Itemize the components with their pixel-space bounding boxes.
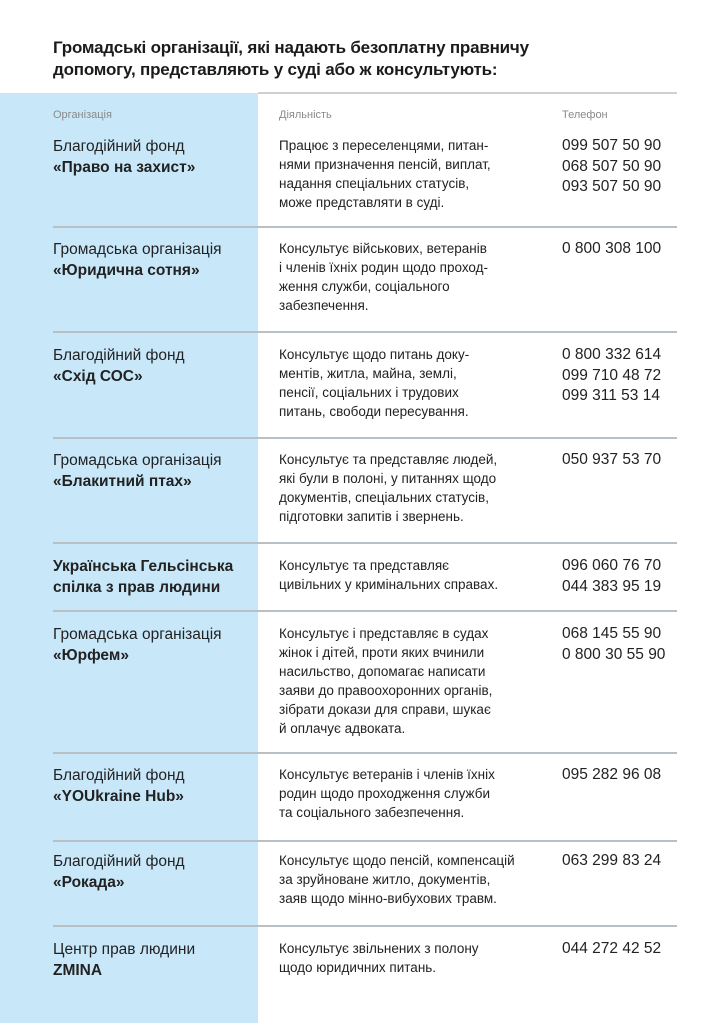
organization-name-line: Українська Гельсінська xyxy=(53,558,234,575)
activity-description xyxy=(279,765,539,822)
organization-type: Благодійний фонд xyxy=(53,767,185,784)
phone-number[interactable]: 050 937 53 70 xyxy=(562,451,662,468)
organization-type: Громадська організація xyxy=(53,626,222,643)
phone-number[interactable]: 093 507 50 90 xyxy=(562,178,662,195)
organization-type: Благодійний фонд xyxy=(53,347,185,364)
organization-type: Благодійний фонд xyxy=(53,138,185,155)
activity-line: та соціального забезпечення. xyxy=(279,805,465,820)
activity-line: надання спеціальних статусів, xyxy=(279,176,470,191)
organization-name xyxy=(53,136,253,178)
title-line-1: Громадські організації, які надають безоплатну правничу xyxy=(53,38,529,57)
activity-line: Консультує звільнених з полону xyxy=(279,941,479,956)
activity-line: ження служби, соціального xyxy=(279,279,450,294)
organization-name-line: спілка з прав людини xyxy=(53,579,221,596)
organization-title: «Право на захист» xyxy=(53,159,196,176)
activity-line: й оплачує адвоката. xyxy=(279,721,406,736)
column-header-activity: Діяльність xyxy=(279,109,332,121)
phone-number[interactable]: 095 282 96 08 xyxy=(562,766,662,783)
organization-type: Центр прав людини xyxy=(53,941,196,958)
organization-name xyxy=(53,765,253,807)
activity-line: ментів, житла, майна, землі, xyxy=(279,366,457,381)
activity-line: зібрати докази для справи, шукає xyxy=(279,702,491,717)
row-divider xyxy=(53,752,677,754)
phone-number[interactable]: 099 507 50 90 xyxy=(562,137,662,154)
activity-line: Консультує щодо питань доку- xyxy=(279,347,470,362)
phone-list xyxy=(562,450,682,471)
organization-type: Громадська організація xyxy=(53,452,222,469)
phone-number[interactable]: 096 060 76 70 xyxy=(562,557,662,574)
organization-type: Благодійний фонд xyxy=(53,853,185,870)
activity-line: пенсії, соціальних і трудових xyxy=(279,385,459,400)
organization-name xyxy=(53,450,253,492)
activity-line: підготовки запитів і звернень. xyxy=(279,509,464,524)
organization-name xyxy=(53,939,253,981)
activity-line: Консультує та представляє людей, xyxy=(279,452,498,467)
activity-description xyxy=(279,239,539,315)
activity-line: документів, спеціальних статусів, xyxy=(279,490,489,505)
organization-title: «Блакитний птах» xyxy=(53,473,192,490)
page-title xyxy=(53,37,653,81)
row-divider xyxy=(53,437,677,439)
row-divider xyxy=(53,925,677,927)
phone-list xyxy=(562,851,682,872)
phone-list xyxy=(562,556,682,597)
phone-number[interactable]: 044 383 95 19 xyxy=(562,577,662,595)
phone-number[interactable]: 099 311 53 14 xyxy=(562,387,660,404)
activity-line: Консультує і представляє в судах xyxy=(279,626,489,641)
activity-line: може представляти в суді. xyxy=(279,195,445,210)
organization-name xyxy=(53,624,253,666)
activity-line: заяв щодо мінно-вибухових травм. xyxy=(279,891,497,906)
activity-line: заяви до правоохоронних органів, xyxy=(279,683,493,698)
row-divider xyxy=(53,331,677,333)
activity-description xyxy=(279,345,539,421)
activity-description xyxy=(279,851,539,908)
header-divider xyxy=(258,92,677,94)
phone-number[interactable]: 0 800 30 55 90 xyxy=(562,645,666,663)
phone-number[interactable]: 0 800 332 614 xyxy=(562,346,662,363)
activity-line: цивільних у кримінальних справах. xyxy=(279,577,499,592)
organization-title: ZMINA xyxy=(53,962,103,979)
activity-line: за зруйноване житло, документів, xyxy=(279,872,491,887)
activity-line: нями призначення пенсій, виплат, xyxy=(279,157,491,172)
organization-type: Громадська організація xyxy=(53,241,222,258)
phone-number[interactable]: 063 299 83 24 xyxy=(562,852,662,869)
activity-line: і членів їхніх родин щодо проход- xyxy=(279,260,489,275)
activity-description xyxy=(279,450,539,526)
organization-name xyxy=(53,851,253,893)
phone-number[interactable]: 099 710 48 72 xyxy=(562,366,662,384)
row-divider xyxy=(53,610,677,612)
activity-line: щодо юридичних питань. xyxy=(279,960,437,975)
activity-description xyxy=(279,136,539,212)
organization-title: «YOUkraine Hub» xyxy=(53,788,184,805)
activity-line: забезпечення. xyxy=(279,298,369,313)
organization-name xyxy=(53,345,253,387)
activity-line: родин щодо проходження служби xyxy=(279,786,491,801)
row-divider xyxy=(53,542,677,544)
column-header-phone: Телефон xyxy=(562,109,608,121)
phone-number[interactable]: 068 145 55 90 xyxy=(562,625,662,642)
title-line-2: допомогу, представляють у суді або ж консультують: xyxy=(53,60,498,79)
phone-list xyxy=(562,939,682,960)
phone-number[interactable]: 068 507 50 90 xyxy=(562,157,662,175)
activity-line: питань, свободи пересування. xyxy=(279,404,469,419)
activity-line: які були в полоні, у питаннях щодо xyxy=(279,471,497,486)
activity-line: насильство, допомагає написати xyxy=(279,664,486,679)
phone-list xyxy=(562,136,682,198)
row-divider xyxy=(53,840,677,842)
activity-line: Консультує та представляє xyxy=(279,558,450,573)
activity-line: Працює з переселенцями, питан- xyxy=(279,138,489,153)
organization-title: «Юрфем» xyxy=(53,647,129,664)
organization-name xyxy=(53,239,253,281)
organization-name xyxy=(53,556,253,598)
organization-title: «Рокада» xyxy=(53,874,125,891)
organization-title: «Схід СОС» xyxy=(53,368,143,385)
activity-description xyxy=(279,624,539,738)
phone-list xyxy=(562,345,682,407)
organization-title: «Юридична сотня» xyxy=(53,262,200,279)
phone-number[interactable]: 044 272 42 52 xyxy=(562,940,662,957)
row-divider xyxy=(53,226,677,228)
activity-line: Консультує щодо пенсій, компенсацій xyxy=(279,853,515,868)
activity-description xyxy=(279,556,539,594)
activity-line: жінок і дітей, проти яких вчинили xyxy=(279,645,485,660)
activity-line: Консультує військових, ветеранів xyxy=(279,241,487,256)
phone-number[interactable]: 0 800 308 100 xyxy=(562,240,662,257)
phone-list xyxy=(562,239,682,260)
activity-line: Консультує ветеранів і членів їхніх xyxy=(279,767,495,782)
activity-description xyxy=(279,939,539,977)
phone-list xyxy=(562,765,682,786)
phone-list xyxy=(562,624,682,665)
column-header-organization: Організація xyxy=(53,109,112,121)
